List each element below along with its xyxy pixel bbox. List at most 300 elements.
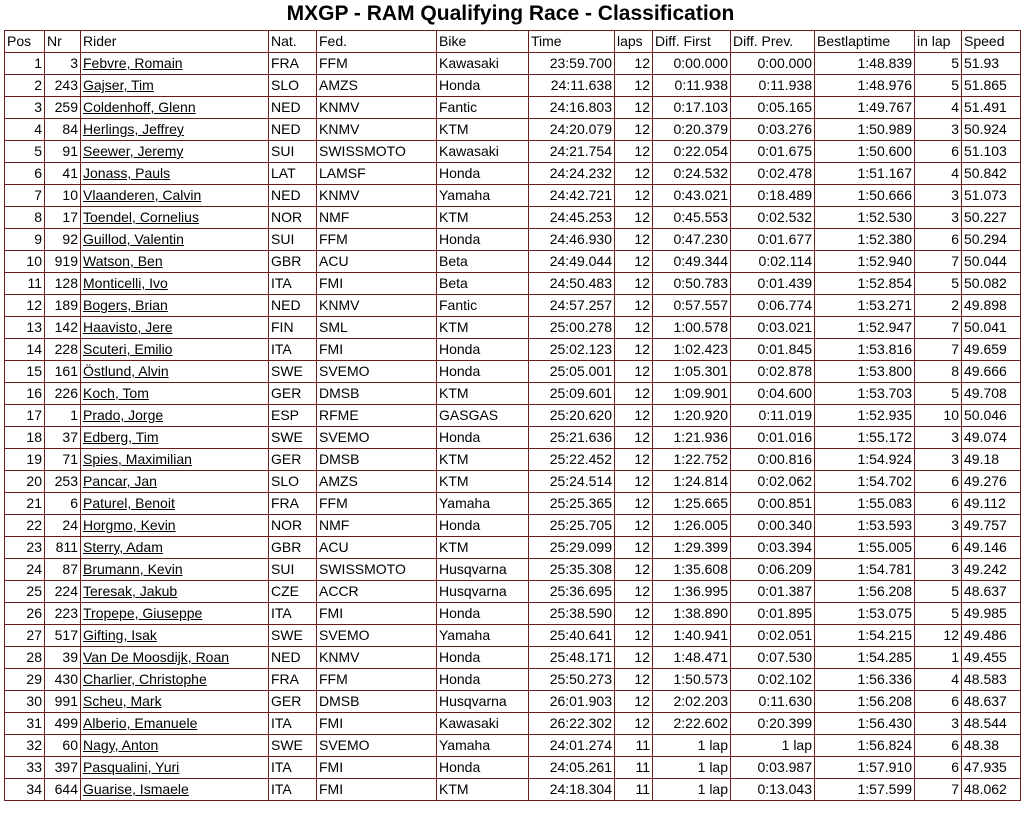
nr-cell: 397 [45, 757, 81, 779]
nr-cell: 37 [45, 427, 81, 449]
diff-first-cell: 2:02.203 [653, 691, 731, 713]
speed-cell: 49.708 [962, 383, 1021, 405]
nr-cell: 10 [45, 185, 81, 207]
nat-cell: FRA [269, 669, 317, 691]
bike-cell: Kawasaki [437, 713, 529, 735]
rider-link[interactable]: Haavisto, Jere [81, 317, 269, 339]
rider-link[interactable]: Febvre, Romain [81, 53, 269, 75]
diff-first-cell: 1 lap [653, 757, 731, 779]
rider-link[interactable]: Charlier, Christophe [81, 669, 269, 691]
nat-cell: NED [269, 647, 317, 669]
laps-cell: 12 [615, 603, 653, 625]
rider-link[interactable]: Gajser, Tim [81, 75, 269, 97]
speed-cell: 50.227 [962, 207, 1021, 229]
bike-cell: Fantic [437, 97, 529, 119]
bestlaptime-cell: 1:48.839 [815, 53, 915, 75]
diff-first-cell: 1:02.423 [653, 339, 731, 361]
bike-cell: Beta [437, 251, 529, 273]
fed-cell: FMI [317, 779, 437, 801]
pos-cell: 24 [5, 559, 45, 581]
bike-cell: KTM [437, 383, 529, 405]
pos-cell: 31 [5, 713, 45, 735]
laps-cell: 12 [615, 647, 653, 669]
fed-cell: KNMV [317, 185, 437, 207]
speed-cell: 50.044 [962, 251, 1021, 273]
in-lap-cell: 8 [915, 361, 962, 383]
time-cell: 24:16.803 [529, 97, 615, 119]
bestlaptime-cell: 1:50.600 [815, 141, 915, 163]
diff-prev-cell: 0:00.816 [731, 449, 815, 471]
rider-link[interactable]: Guarise, Ismaele [81, 779, 269, 801]
time-cell: 25:36.695 [529, 581, 615, 603]
rider-link[interactable]: Edberg, Tim [81, 427, 269, 449]
table-row [5, 427, 1021, 449]
speed-cell: 48.583 [962, 669, 1021, 691]
bike-cell: Husqvarna [437, 691, 529, 713]
rider-link[interactable]: Scuteri, Emilio [81, 339, 269, 361]
diff-first-cell: 1:25.665 [653, 493, 731, 515]
in-lap-cell: 7 [915, 779, 962, 801]
laps-cell: 11 [615, 779, 653, 801]
speed-cell: 49.112 [962, 493, 1021, 515]
table-row [5, 779, 1021, 801]
page-title: MXGP - RAM Qualifying Race - Classification [286, 2, 735, 25]
diff-prev-cell: 0:01.016 [731, 427, 815, 449]
diff-prev-cell: 0:05.165 [731, 97, 815, 119]
diff-first-cell: 2:22.602 [653, 713, 731, 735]
diff-prev-cell: 0:20.399 [731, 713, 815, 735]
diff-first-header: Diff. First [653, 31, 731, 53]
fed-cell: NMF [317, 515, 437, 537]
nr-cell: 91 [45, 141, 81, 163]
in-lap-cell: 2 [915, 295, 962, 317]
in-lap-cell: 7 [915, 317, 962, 339]
table-row [5, 625, 1021, 647]
rider-link[interactable]: Spies, Maximilian [81, 449, 269, 471]
nr-cell: 223 [45, 603, 81, 625]
speed-cell: 49.18 [962, 449, 1021, 471]
fed-cell: AMZS [317, 471, 437, 493]
time-cell: 26:01.903 [529, 691, 615, 713]
fed-cell: FMI [317, 757, 437, 779]
speed-cell: 49.074 [962, 427, 1021, 449]
table-row [5, 119, 1021, 141]
in-lap-cell: 3 [915, 559, 962, 581]
laps-cell: 12 [615, 251, 653, 273]
diff-first-cell: 0:47.230 [653, 229, 731, 251]
rider-link[interactable]: Paturel, Benoit [81, 493, 269, 515]
time-cell: 24:46.930 [529, 229, 615, 251]
pos-cell: 1 [5, 53, 45, 75]
bestlaptime-cell: 1:57.599 [815, 779, 915, 801]
table-row [5, 383, 1021, 405]
bike-cell: Yamaha [437, 493, 529, 515]
bike-cell: Honda [437, 163, 529, 185]
bike-cell: KTM [437, 779, 529, 801]
diff-first-cell: 0:43.021 [653, 185, 731, 207]
pos-cell: 23 [5, 537, 45, 559]
speed-cell: 49.276 [962, 471, 1021, 493]
bestlaptime-cell: 1:53.271 [815, 295, 915, 317]
rider-link[interactable]: Teresak, Jakub [81, 581, 269, 603]
speed-cell: 48.544 [962, 713, 1021, 735]
table-row [5, 185, 1021, 207]
in-lap-cell: 6 [915, 229, 962, 251]
fed-cell: DMSB [317, 691, 437, 713]
nat-cell: GER [269, 691, 317, 713]
rider-link[interactable]: Guillod, Valentin [81, 229, 269, 251]
diff-prev-cell: 0:01.675 [731, 141, 815, 163]
nr-cell: 919 [45, 251, 81, 273]
diff-prev-cell: 0:01.387 [731, 581, 815, 603]
in-lap-cell: 6 [915, 691, 962, 713]
rider-link[interactable]: Coldenhoff, Glenn [81, 97, 269, 119]
in-lap-cell: 10 [915, 405, 962, 427]
rider-link[interactable]: Vlaanderen, Calvin [81, 185, 269, 207]
nr-cell: 226 [45, 383, 81, 405]
diff-prev-cell: 0:18.489 [731, 185, 815, 207]
fed-cell: SVEMO [317, 427, 437, 449]
nr-cell: 71 [45, 449, 81, 471]
bestlaptime-cell: 1:53.816 [815, 339, 915, 361]
table-row [5, 537, 1021, 559]
in-lap-cell: 4 [915, 669, 962, 691]
diff-first-cell: 1:21.936 [653, 427, 731, 449]
in-lap-cell: 6 [915, 471, 962, 493]
table-row [5, 515, 1021, 537]
nat-cell: SWE [269, 625, 317, 647]
nat-cell: SLO [269, 471, 317, 493]
table-row [5, 493, 1021, 515]
pos-cell: 5 [5, 141, 45, 163]
nat-cell: FIN [269, 317, 317, 339]
table-row [5, 757, 1021, 779]
nr-cell: 1 [45, 405, 81, 427]
nr-cell: 161 [45, 361, 81, 383]
laps-cell: 12 [615, 515, 653, 537]
diff-prev-cell: 0:03.276 [731, 119, 815, 141]
table-row [5, 163, 1021, 185]
pos-cell: 26 [5, 603, 45, 625]
diff-first-cell: 1:00.578 [653, 317, 731, 339]
bestlaptime-cell: 1:50.989 [815, 119, 915, 141]
nr-cell: 228 [45, 339, 81, 361]
speed-cell: 51.865 [962, 75, 1021, 97]
pos-cell: 33 [5, 757, 45, 779]
in-lap-cell: 3 [915, 449, 962, 471]
diff-first-cell: 0:49.344 [653, 251, 731, 273]
bike-cell: GASGAS [437, 405, 529, 427]
rider-link[interactable]: Seewer, Jeremy [81, 141, 269, 163]
fed-cell: SVEMO [317, 735, 437, 757]
pos-cell: 12 [5, 295, 45, 317]
speed-cell: 48.38 [962, 735, 1021, 757]
rider-link[interactable]: Brumann, Kevin [81, 559, 269, 581]
rider-link[interactable]: Prado, Jorge [81, 405, 269, 427]
rider-link[interactable]: Horgmo, Kevin [81, 515, 269, 537]
bike-header: Bike [437, 31, 529, 53]
bestlaptime-cell: 1:54.924 [815, 449, 915, 471]
rider-link[interactable]: Scheu, Mark [81, 691, 269, 713]
laps-cell: 12 [615, 449, 653, 471]
diff-first-cell: 1:48.471 [653, 647, 731, 669]
time-cell: 24:24.232 [529, 163, 615, 185]
pos-cell: 18 [5, 427, 45, 449]
fed-cell: SWISSMOTO [317, 559, 437, 581]
time-cell: 25:02.123 [529, 339, 615, 361]
diff-first-cell: 1 lap [653, 735, 731, 757]
diff-first-cell: 1:26.005 [653, 515, 731, 537]
bike-cell: Kawasaki [437, 53, 529, 75]
fed-cell: FMI [317, 603, 437, 625]
bestlaptime-cell: 1:55.005 [815, 537, 915, 559]
laps-cell: 12 [615, 405, 653, 427]
bike-cell: KTM [437, 317, 529, 339]
pos-cell: 17 [5, 405, 45, 427]
nat-cell: NED [269, 295, 317, 317]
speed-cell: 50.294 [962, 229, 1021, 251]
header-row [5, 31, 1021, 53]
fed-cell: SML [317, 317, 437, 339]
in-lap-cell: 3 [915, 713, 962, 735]
speed-cell: 49.757 [962, 515, 1021, 537]
speed-cell: 49.666 [962, 361, 1021, 383]
rider-link[interactable]: Pancar, Jan [81, 471, 269, 493]
nat-cell: NED [269, 119, 317, 141]
bestlaptime-cell: 1:53.593 [815, 515, 915, 537]
nat-cell: GER [269, 449, 317, 471]
time-cell: 25:00.278 [529, 317, 615, 339]
bike-cell: Honda [437, 427, 529, 449]
speed-cell: 49.985 [962, 603, 1021, 625]
bike-cell: Husqvarna [437, 559, 529, 581]
in-lap-cell: 3 [915, 119, 962, 141]
bestlaptime-cell: 1:53.703 [815, 383, 915, 405]
diff-first-cell: 0:20.379 [653, 119, 731, 141]
rider-link[interactable]: Nagy, Anton [81, 735, 269, 757]
rider-link[interactable]: Gifting, Isak [81, 625, 269, 647]
bestlaptime-cell: 1:53.800 [815, 361, 915, 383]
diff-first-cell: 0:24.532 [653, 163, 731, 185]
time-cell: 24:11.638 [529, 75, 615, 97]
rider-link[interactable]: Herlings, Jeffrey [81, 119, 269, 141]
fed-cell: ACU [317, 537, 437, 559]
time-cell: 25:29.099 [529, 537, 615, 559]
laps-cell: 11 [615, 735, 653, 757]
speed-cell: 49.486 [962, 625, 1021, 647]
fed-cell: KNMV [317, 119, 437, 141]
speed-cell: 47.935 [962, 757, 1021, 779]
rider-link[interactable]: Van De Moosdijk, Roan [81, 647, 269, 669]
laps-cell: 12 [615, 713, 653, 735]
nr-cell: 128 [45, 273, 81, 295]
pos-cell: 30 [5, 691, 45, 713]
in-lap-cell: 7 [915, 339, 962, 361]
bike-cell: Honda [437, 339, 529, 361]
laps-cell: 12 [615, 273, 653, 295]
nat-cell: ESP [269, 405, 317, 427]
laps-cell: 12 [615, 75, 653, 97]
diff-first-cell: 1:20.920 [653, 405, 731, 427]
diff-prev-cell: 0:04.600 [731, 383, 815, 405]
rider-link[interactable]: Pasqualini, Yuri [81, 757, 269, 779]
bike-cell: KTM [437, 207, 529, 229]
diff-prev-cell: 0:11.630 [731, 691, 815, 713]
laps-cell: 12 [615, 295, 653, 317]
nr-cell: 811 [45, 537, 81, 559]
pos-cell: 11 [5, 273, 45, 295]
bestlaptime-cell: 1:52.935 [815, 405, 915, 427]
pos-cell: 2 [5, 75, 45, 97]
nr-cell: 991 [45, 691, 81, 713]
nr-cell: 243 [45, 75, 81, 97]
speed-cell: 48.637 [962, 581, 1021, 603]
table-row [5, 449, 1021, 471]
table-row [5, 229, 1021, 251]
nat-cell: ITA [269, 603, 317, 625]
nat-cell: SUI [269, 229, 317, 251]
rider-link[interactable]: Watson, Ben [81, 251, 269, 273]
diff-prev-cell: 0:02.532 [731, 207, 815, 229]
bike-cell: Yamaha [437, 625, 529, 647]
table-row [5, 75, 1021, 97]
pos-cell: 6 [5, 163, 45, 185]
nat-cell: FRA [269, 493, 317, 515]
in-lap-cell: 6 [915, 735, 962, 757]
bike-cell: Honda [437, 603, 529, 625]
fed-header: Fed. [317, 31, 437, 53]
table-row [5, 647, 1021, 669]
fed-cell: AMZS [317, 75, 437, 97]
pos-cell: 27 [5, 625, 45, 647]
nat-cell: SUI [269, 559, 317, 581]
time-cell: 24:20.079 [529, 119, 615, 141]
rider-link[interactable]: Toendel, Cornelius [81, 207, 269, 229]
diff-prev-cell: 0:00.340 [731, 515, 815, 537]
diff-prev-header: Diff. Prev. [731, 31, 815, 53]
time-cell: 24:05.261 [529, 757, 615, 779]
bestlaptime-cell: 1:51.167 [815, 163, 915, 185]
fed-cell: ACCR [317, 581, 437, 603]
nr-cell: 517 [45, 625, 81, 647]
diff-prev-cell: 0:02.062 [731, 471, 815, 493]
nat-cell: GBR [269, 537, 317, 559]
nr-cell: 644 [45, 779, 81, 801]
rider-link[interactable]: Bogers, Brian [81, 295, 269, 317]
nr-cell: 253 [45, 471, 81, 493]
time-cell: 25:35.308 [529, 559, 615, 581]
nat-header: Nat. [269, 31, 317, 53]
nat-cell: SWE [269, 427, 317, 449]
bestlaptime-cell: 1:52.380 [815, 229, 915, 251]
rider-link[interactable]: Sterry, Adam [81, 537, 269, 559]
fed-cell: SWISSMOTO [317, 141, 437, 163]
bike-cell: Honda [437, 669, 529, 691]
rider-link[interactable]: Koch, Tom [81, 383, 269, 405]
bestlaptime-cell: 1:54.215 [815, 625, 915, 647]
bestlaptime-cell: 1:49.767 [815, 97, 915, 119]
diff-first-cell: 0:11.938 [653, 75, 731, 97]
rider-link[interactable]: Jonass, Pauls [81, 163, 269, 185]
time-cell: 24:49.044 [529, 251, 615, 273]
diff-prev-cell: 0:01.895 [731, 603, 815, 625]
diff-prev-cell: 0:03.021 [731, 317, 815, 339]
bestlaptime-cell: 1:54.781 [815, 559, 915, 581]
time-cell: 24:42.721 [529, 185, 615, 207]
rider-link[interactable]: Monticelli, Ivo [81, 273, 269, 295]
time-cell: 25:24.514 [529, 471, 615, 493]
diff-first-cell: 0:00.000 [653, 53, 731, 75]
laps-cell: 12 [615, 229, 653, 251]
speed-cell: 49.898 [962, 295, 1021, 317]
rider-link[interactable]: Östlund, Alvin [81, 361, 269, 383]
diff-prev-cell: 0:01.439 [731, 273, 815, 295]
pos-cell: 15 [5, 361, 45, 383]
diff-prev-cell: 0:06.209 [731, 559, 815, 581]
time-cell: 25:25.365 [529, 493, 615, 515]
speed-cell: 51.93 [962, 53, 1021, 75]
laps-cell: 12 [615, 119, 653, 141]
nat-cell: CZE [269, 581, 317, 603]
nr-cell: 3 [45, 53, 81, 75]
in-lap-cell: 3 [915, 515, 962, 537]
laps-cell: 12 [615, 317, 653, 339]
time-cell: 25:40.641 [529, 625, 615, 647]
time-cell: 25:22.452 [529, 449, 615, 471]
diff-first-cell: 0:17.103 [653, 97, 731, 119]
speed-cell: 51.103 [962, 141, 1021, 163]
nr-cell: 24 [45, 515, 81, 537]
speed-cell: 50.041 [962, 317, 1021, 339]
pos-cell: 29 [5, 669, 45, 691]
diff-prev-cell: 0:00.000 [731, 53, 815, 75]
fed-cell: SVEMO [317, 361, 437, 383]
table-row [5, 97, 1021, 119]
fed-cell: FFM [317, 53, 437, 75]
laps-cell: 12 [615, 625, 653, 647]
speed-cell: 50.082 [962, 273, 1021, 295]
nat-cell: NED [269, 185, 317, 207]
time-cell: 25:38.590 [529, 603, 615, 625]
pos-cell: 22 [5, 515, 45, 537]
diff-first-cell: 0:50.783 [653, 273, 731, 295]
pos-cell: 28 [5, 647, 45, 669]
table-row [5, 713, 1021, 735]
bestlaptime-cell: 1:52.854 [815, 273, 915, 295]
nr-cell: 39 [45, 647, 81, 669]
rider-link[interactable]: Alberio, Emanuele [81, 713, 269, 735]
fed-cell: FFM [317, 493, 437, 515]
time-cell: 24:45.253 [529, 207, 615, 229]
table-row [5, 273, 1021, 295]
in-lap-cell: 3 [915, 185, 962, 207]
fed-cell: FFM [317, 229, 437, 251]
table-row [5, 207, 1021, 229]
nr-cell: 17 [45, 207, 81, 229]
time-cell: 25:09.601 [529, 383, 615, 405]
diff-first-cell: 1:50.573 [653, 669, 731, 691]
speed-cell: 50.842 [962, 163, 1021, 185]
time-cell: 24:50.483 [529, 273, 615, 295]
nat-cell: SWE [269, 735, 317, 757]
rider-link[interactable]: Tropepe, Giuseppe [81, 603, 269, 625]
in-lap-cell: 3 [915, 207, 962, 229]
in-lap-cell: 6 [915, 141, 962, 163]
bike-cell: Kawasaki [437, 141, 529, 163]
diff-prev-cell: 1 lap [731, 735, 815, 757]
diff-first-cell: 1:24.814 [653, 471, 731, 493]
diff-first-cell: 1:09.901 [653, 383, 731, 405]
